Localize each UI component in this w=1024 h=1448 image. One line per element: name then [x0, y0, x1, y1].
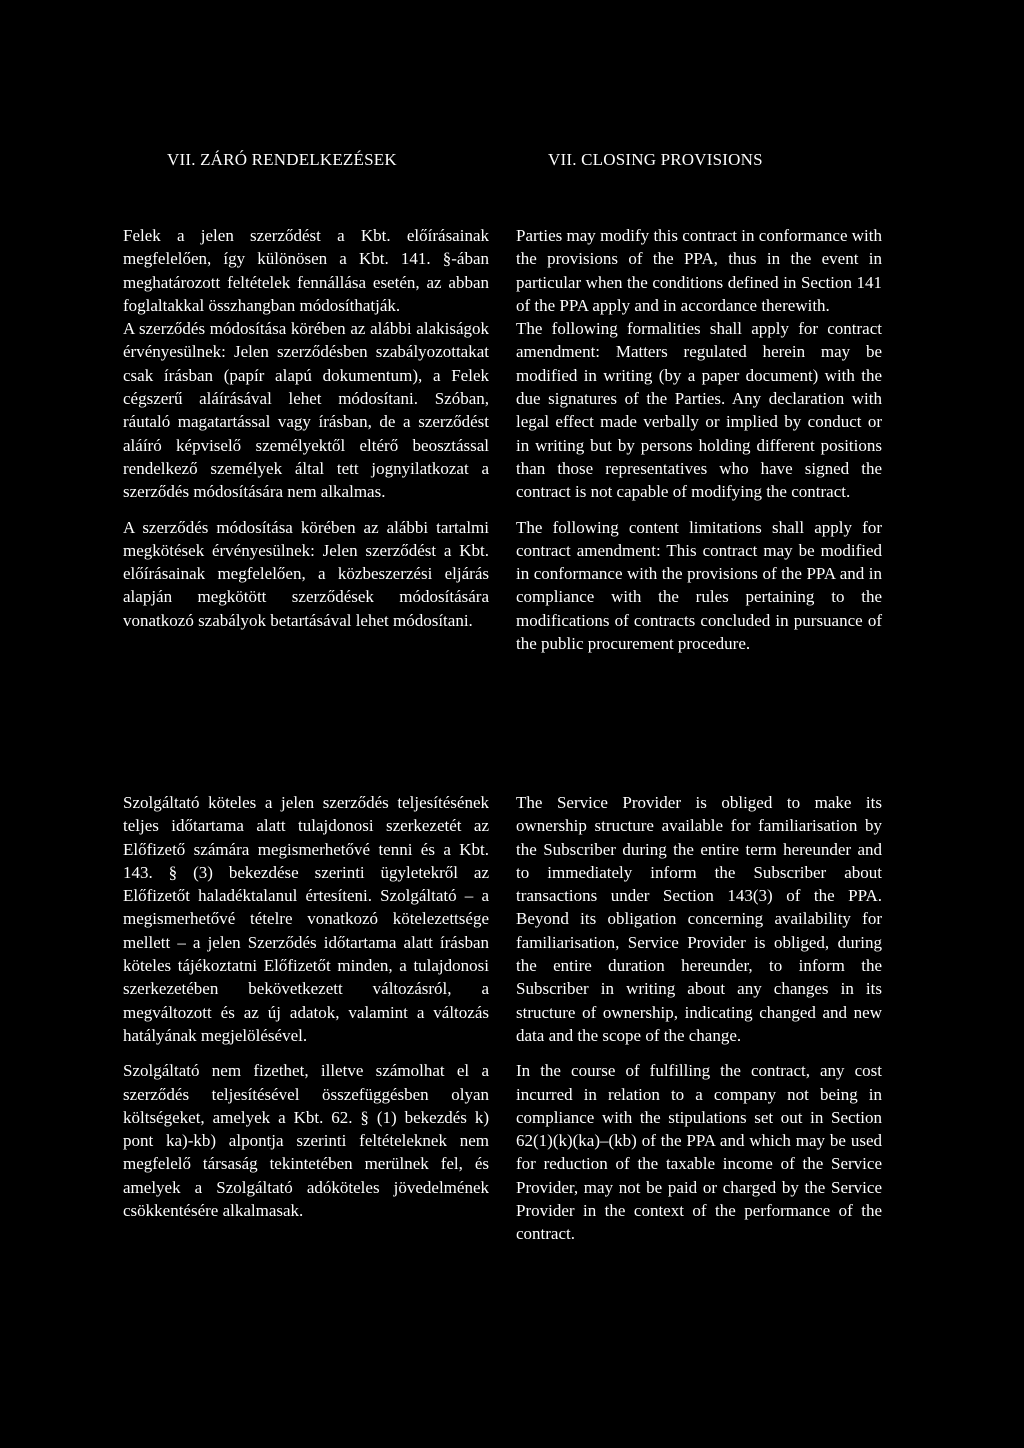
paragraph-hu-2-1: Szolgáltató köteles a jelen szerződés teljesítésének teljes időtartama alatt tulajdonosi szerkezetét az Előfizető számára megismerhetővé tenni és a Kbt. 143. § (3) bekezdése szerinti ügyletekről az Előfizetőt haladéktalanul értesíteni. Szolgáltató – a megismerhetővé tételre vonatkozó kötelezettsége mellett – a jelen Szerződés időtartama alatt írásban köteles tájékoztatni Előfizetőt minden, a tulajdonosi szerkezetében bekövetkezett változásról, a megváltozott és az új adatok, valamint a változás hatályának megjelölésével. [123, 793, 489, 1045]
section-heading-english: VII. CLOSING PROVISIONS [548, 150, 763, 169]
paragraph-hu-1-2: A szerződés módosítása körében az alábbi alakiságok érvényesülnek: Jelen szerződésben szabályozottakat csak írásban (papír alapú dokumentum), a Felek cégszerű aláírásával lehet módosítani. Szóban, ráutaló magatartással vagy írásban, de a szerződést aláíró képviselő személyektől eltérő beosztással rendelkező személyek által tett jognyilatkozat a szerződés módosítására nem alkalmas. [123, 319, 489, 502]
section-heading-hungarian: VII. ZÁRÓ RENDELKEZÉSEK [167, 150, 397, 169]
paragraph-hu-2-2: Szolgáltató nem fizethet, illetve számolhat el a szerződés teljesítésével összefüggésben olyan költségeket, amelyek a Kbt. 62. § (1) bekezdés k) pont ka)-kb) alpontja szerinti feltételeknek nem megfelelő társaság tekintetében merülnek fel, és amelyek a Szolgáltató adóköteles jövedelmének csökkentésére alkalmasak. [123, 1061, 489, 1221]
paragraph-en-1-3: The following content limitations shall apply for contract amendment: This contract may be modified in conformance with the provisions of the PPA and in compliance with the rules pertaining to the modifications of contracts concluded in pursuance of the public procurement procedure. [516, 517, 882, 654]
english-column-block-2 [516, 791, 882, 1258]
paragraph-en-1-2: The following formalities shall apply for contract amendment: Matters regulated herein may be modified in writing (by a paper document) with the due signatures of the Parties. Any declaration with legal effect made verbally or implied by conduct or in writing but by persons holding different positions than those representatives who have signed the contract is not capable of modifying the contract. [516, 319, 882, 502]
paragraph-en-2-1: The Service Provider is obliged to make its ownership structure available for familiarisation by the Subscriber during the entire term hereunder and to immediately inform the Subscriber about transactions under Section 143(3) of the PPA. Beyond its obligation concerning availability for familiarisation, Service Provider is obliged, during the entire duration hereunder, to inform the Subscriber in writing about any changes in its structure of ownership, indicating changed and new data and the scope of the change. [516, 793, 882, 1045]
hungarian-column-block-1 [123, 224, 489, 644]
paragraph-hu-1-1: Felek a jelen szerződést a Kbt. előírásainak megfelelően, így különösen a Kbt. 141. §-ában meghatározott feltételek fennállása esetén, az abban foglaltakkal összhangban módosíthatják. [123, 226, 489, 315]
paragraph-en-2-2: In the course of fulfilling the contract, any cost incurred in relation to a company not being in compliance with the stipulations set out in Section 62(1)(k)(ka)–(kb) of the PPA and which may be used for reduction of the taxable income of the Service Provider, may not be paid or charged by the Service Provider in the context of the performance of the contract. [516, 1061, 882, 1244]
hungarian-column-block-2 [123, 791, 489, 1234]
paragraph-hu-1-3: A szerződés módosítása körében az alábbi tartalmi megkötések érvényesülnek: Jelen szerződést a Kbt. előírásainak megfelelően, a közbeszerzési eljárás alapján megkötött szerződések módosítására vonatkozó szabályok betartásával lehet módosítani. [123, 517, 489, 630]
english-column-block-1 [516, 224, 882, 667]
paragraph-en-1-1: Parties may modify this contract in conformance with the provisions of the PPA, thus in the event in particular when the conditions defined in Section 141 of the PPA apply and in accordance therewith. [516, 226, 882, 315]
